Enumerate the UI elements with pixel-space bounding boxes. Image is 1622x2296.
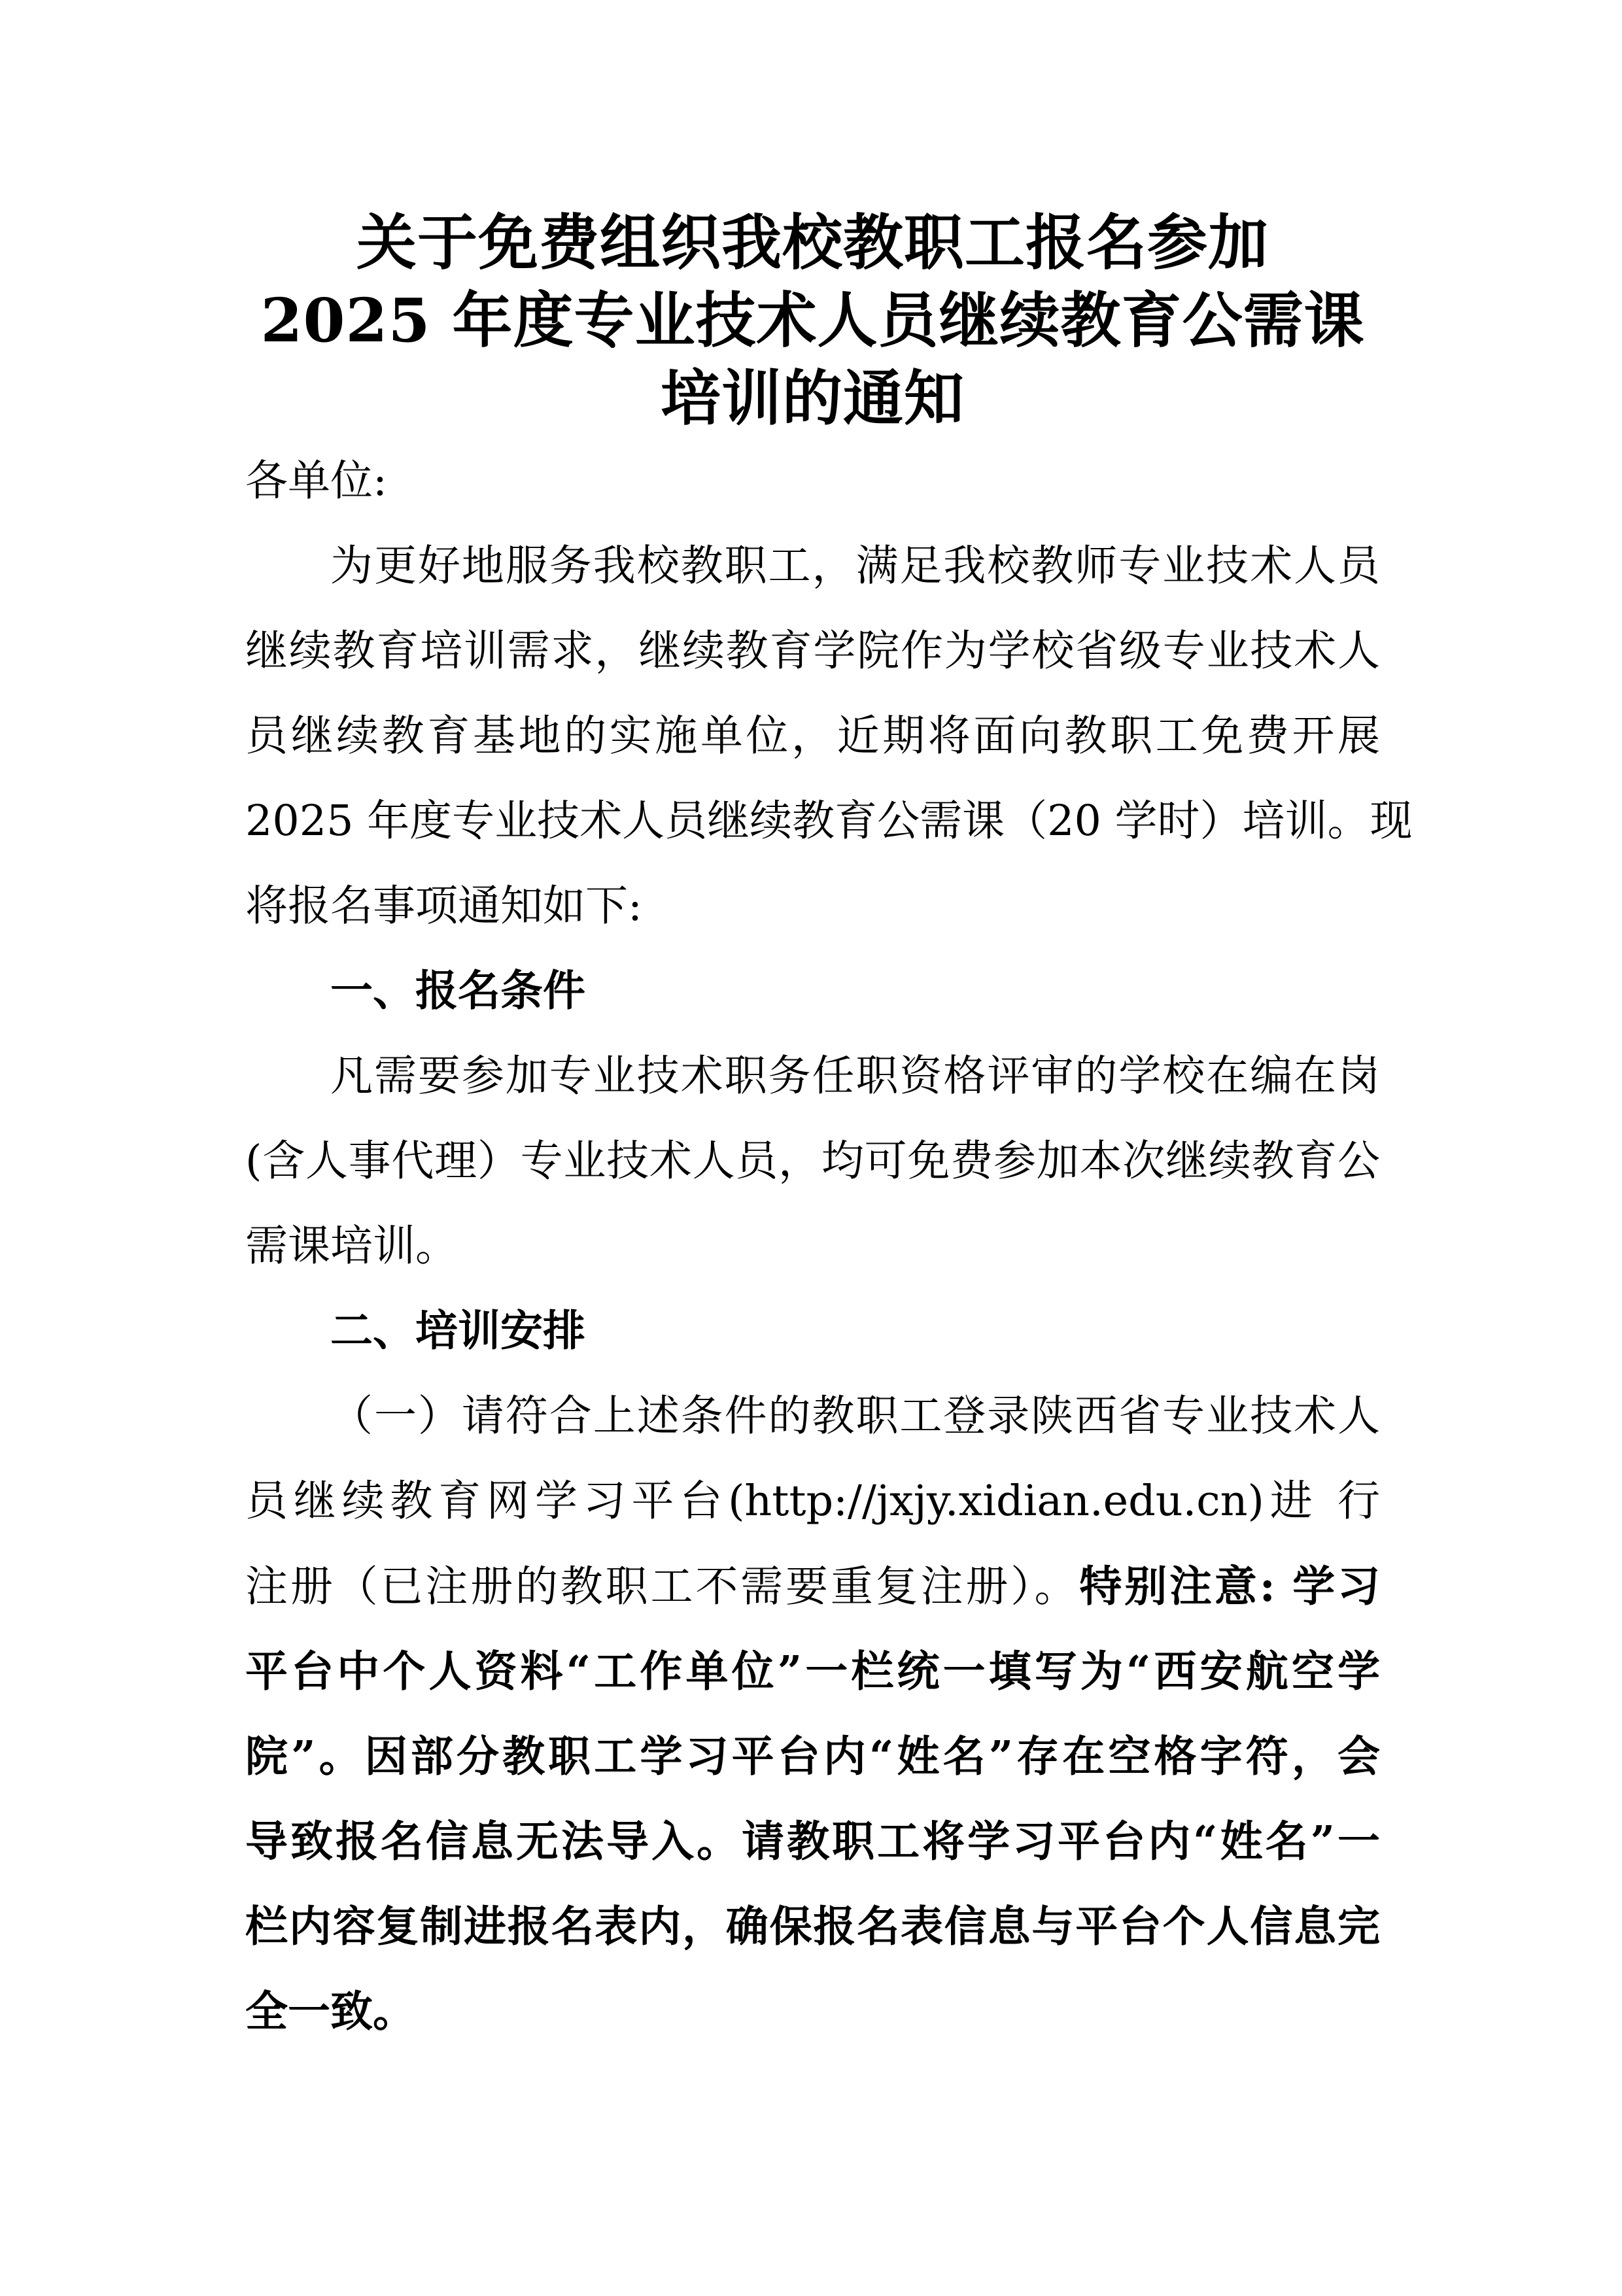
bold-text-segment: 全一致。 — [245, 1987, 416, 2036]
body-line — [245, 1204, 1380, 1289]
bold-text-segment: 一、报名条件 — [330, 967, 586, 1016]
document-body — [245, 439, 1413, 2054]
bold-text-segment: 二、培训安排 — [330, 1307, 586, 1356]
body-line — [245, 609, 1380, 694]
title-line-2: 2025 年度专业技术人员继续教育公需课 — [260, 285, 1365, 356]
text-segment: 员继续教育网学习平台(http://jxjy.xidian.edu.cn)进 行 — [245, 1477, 1380, 1526]
body-line — [245, 1714, 1380, 1799]
section-heading — [245, 949, 1380, 1034]
body-line — [245, 1629, 1380, 1714]
text-segment: 各单位: — [245, 456, 387, 505]
text-segment: 员继续教育基地的实施单位，近期将面向教职工免费开展 — [245, 711, 1380, 761]
document-title — [245, 204, 1380, 437]
bold-text-segment: 特别注意: 学习 — [1079, 1562, 1380, 1611]
section-heading — [245, 1289, 1380, 1374]
body-line — [245, 1544, 1380, 1629]
text-segment: 注册（已注册的教职工不需要重复注册）。 — [245, 1562, 1080, 1611]
body-line — [245, 1034, 1380, 1119]
body-line — [245, 1799, 1380, 1884]
bold-text-segment: 栏内容复制进报名表内，确保报名表信息与平台个人信息完 — [245, 1902, 1380, 1951]
body-line — [245, 524, 1380, 609]
title-line-1: 关于免费组织我校教职工报名参加 — [356, 207, 1269, 278]
title-line-3: 培训的通知 — [660, 363, 965, 434]
body-line — [245, 779, 1413, 864]
bold-text-segment: 院”。因部分教职工学习平台内“姓名”存在空格字符，会 — [245, 1732, 1380, 1781]
text-segment: 继续教育培训需求，继续教育学院作为学校省级专业技术人 — [245, 626, 1380, 676]
text-segment: 2025 年度专业技术人员继续教育公需课（20 学时）培训。现 — [245, 797, 1413, 846]
text-segment: 需课培训。 — [245, 1222, 458, 1271]
text-segment: 将报名事项通知如下: — [245, 882, 642, 931]
body-line — [245, 1884, 1380, 1969]
bold-text-segment: 平台中个人资料“工作单位”一栏统一填写为“西安航空学 — [245, 1647, 1380, 1696]
body-line — [245, 864, 1380, 949]
body-line — [245, 1459, 1380, 1544]
text-segment: （一）请符合上述条件的教职工登录陕西省专业技术人 — [330, 1392, 1380, 1441]
body-line — [245, 1119, 1380, 1204]
text-segment: 凡需要参加专业技术职务任职资格评审的学校在编在岗 — [330, 1052, 1380, 1101]
body-line — [245, 1969, 1380, 2054]
body-line — [245, 1374, 1380, 1459]
bold-text-segment: 导致报名信息无法导入。请教职工将学习平台内“姓名”一 — [245, 1817, 1380, 1866]
text-segment: (含人事代理）专业技术人员，均可免费参加本次继续教育公 — [245, 1137, 1380, 1186]
text-segment: 为更好地服务我校教职工，满足我校教师专业技术人员 — [330, 541, 1380, 591]
document-content — [245, 204, 1413, 2054]
body-line — [245, 439, 1380, 524]
body-line — [245, 694, 1380, 779]
